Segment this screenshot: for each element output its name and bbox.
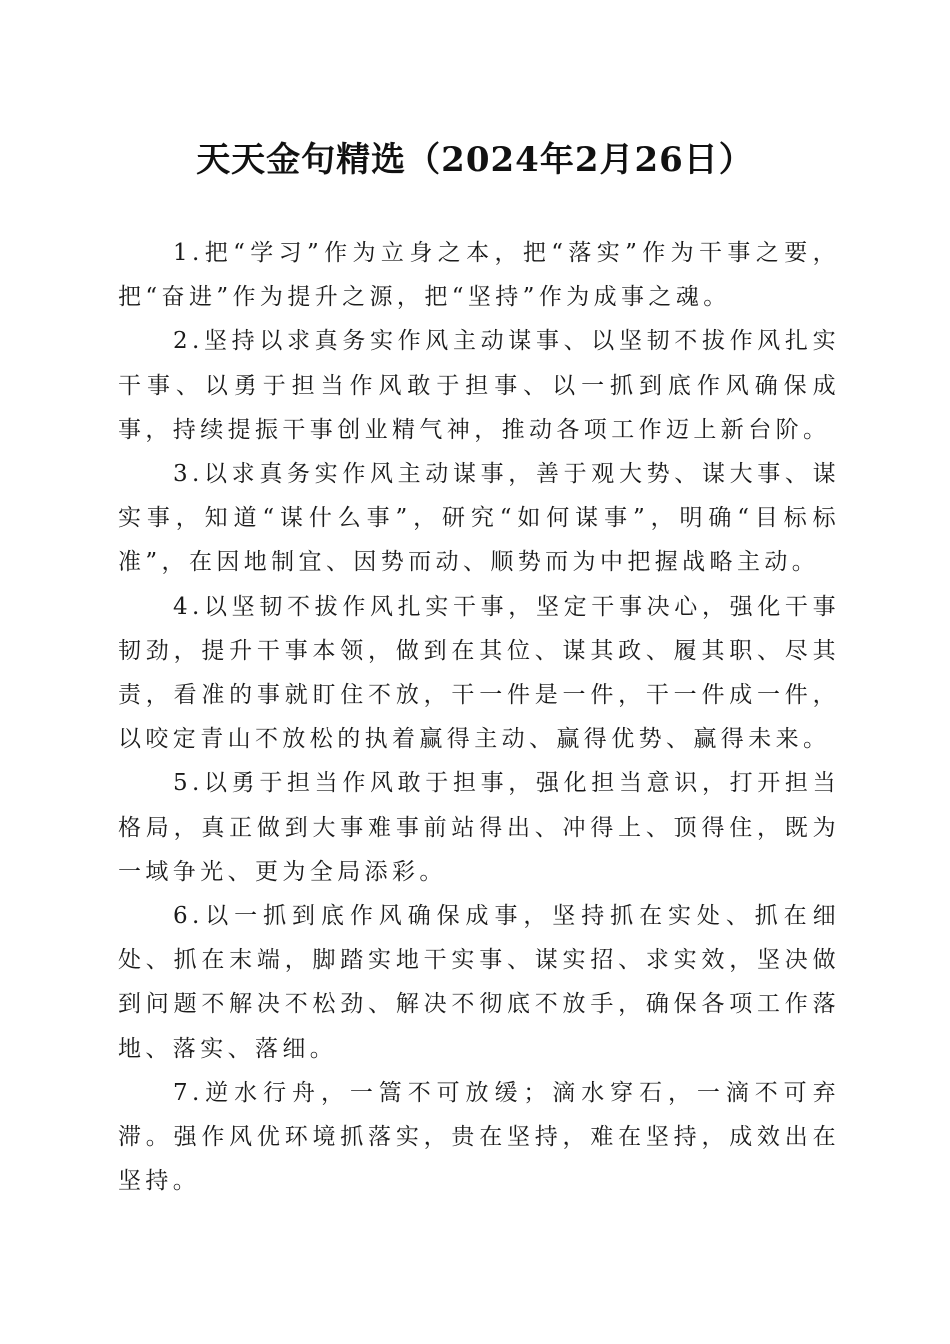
paragraph-6: 6.以一抓到底作风确保成事，坚持抓在实处、抓在细处、抓在末端，脚踏实地干实事、谋实招、求实效，坚决做到问题不解决不松劲、解决不彻底不放手，确保各项工作落地、落实、落细。 xyxy=(118,903,840,1062)
paragraph-7: 7.逆水行舟，一篙不可放缓；滴水穿石，一滴不可弃滞。强作风优环境抓落实，贵在坚持，难在坚持，成效出在坚持。 xyxy=(118,1079,840,1195)
paragraph-1: 1.把“学习”作为立身之本，把“落实”作为干事之要，把“奋进”作为提升之源，把“坚持”作为成事之魂。 xyxy=(118,240,840,311)
paragraph-4: 4.以坚韧不拔作风扎实干事，坚定干事决心，强化干事韧劲，提升干事本领，做到在其位、谋其政、履其职、尽其责，看准的事就盯住不放，干一件是一件，干一件成一件，以咬定青山不放松的执着赢得主动、赢得优势、赢得未来。 xyxy=(118,593,840,753)
paragraph-3: 3.以求真务实作风主动谋事，善于观大势、谋大事、谋实事，知道“谋什么事”，研究“如何谋事”，明确“目标标准”，在因地制宜、因势而动、顺势而为中把握战略主动。 xyxy=(118,461,840,576)
paragraph-2: 2.坚持以求真务实作风主动谋事、以坚韧不拔作风扎实干事、以勇于担当作风敢于担事、以一抓到底作风确保成事，持续提振干事创业精气神，推动各项工作迈上新台阶。 xyxy=(118,328,840,443)
document-body xyxy=(118,231,840,1203)
paragraph-5: 5.以勇于担当作风敢于担事，强化担当意识，打开担当格局，真正做到大事难事前站得出、冲得上、顶得住，既为一域争光、更为全局添彩。 xyxy=(118,770,840,885)
page-title: 天天金句精选（2024年2月26日） xyxy=(196,140,754,180)
